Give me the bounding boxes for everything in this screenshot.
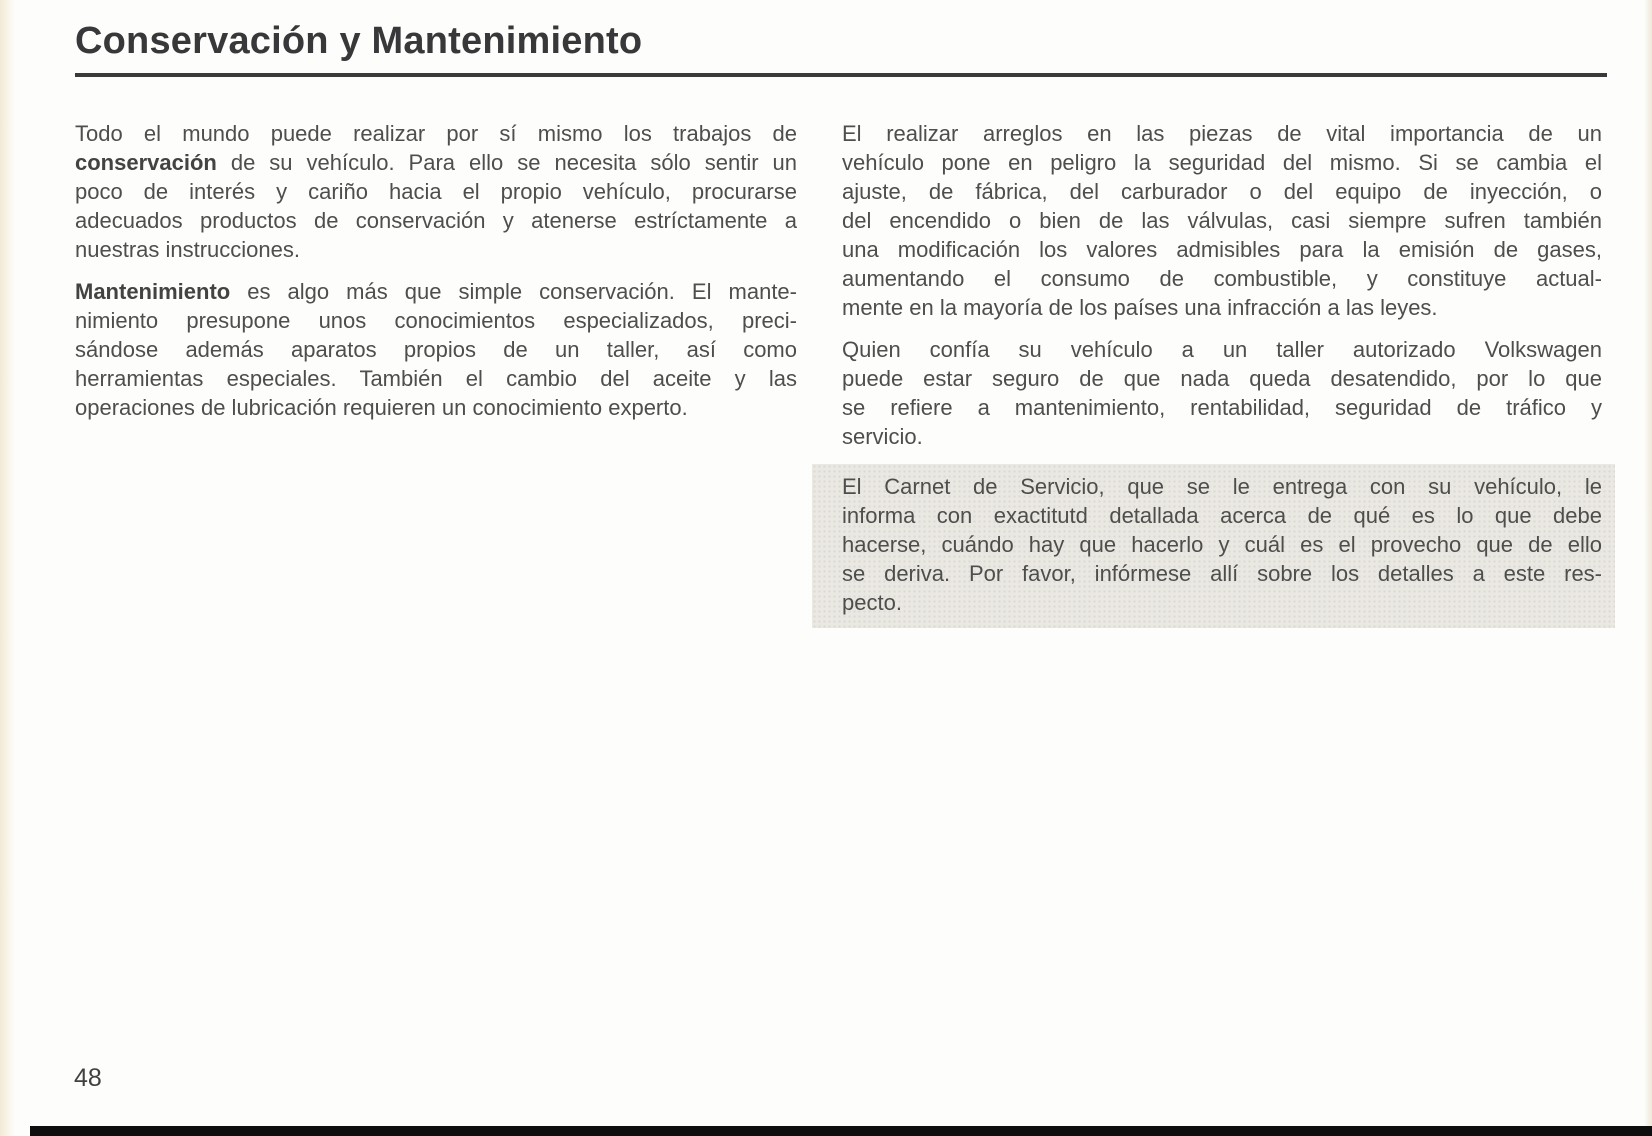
text-line: del encendido o bien de las válvulas, casi siempre sufren también xyxy=(842,208,1602,233)
page-title: Conservación y Mantenimiento xyxy=(75,20,643,62)
text-line: una modificación los valores admisibles para la emisión de gases, xyxy=(842,237,1602,262)
text-line: nimiento presupone unos conocimientos especializados, preci- xyxy=(75,308,797,333)
text-line: ajuste, de fábrica, del carburador o del equipo de inyección, o xyxy=(842,179,1602,204)
text-line: adecuados productos de conservación y atenerse estríctamente a xyxy=(75,208,797,233)
text-line: aumentando el consumo de combustible, y constituye actual- xyxy=(842,266,1602,291)
text-line: El realizar arreglos en las piezas de vital importancia de un xyxy=(842,121,1602,146)
left-text-column xyxy=(75,119,797,435)
text-line: operaciones de lubricación requieren un conocimiento experto. xyxy=(75,395,688,420)
text-line: Mantenimiento es algo más que simple conservación. El mante- xyxy=(75,279,797,304)
paragraph xyxy=(842,119,1602,322)
highlighted-paragraph xyxy=(812,464,1615,628)
title-rule xyxy=(75,73,1607,77)
text-line: Todo el mundo puede realizar por sí mismo los trabajos de xyxy=(75,121,797,146)
text-line: pecto. xyxy=(842,590,902,615)
paragraph xyxy=(75,119,797,264)
page-edge-left xyxy=(0,0,15,1136)
text-line: poco de interés y cariño hacia el propio vehículo, procurarse xyxy=(75,179,797,204)
text-line: se deriva. Por favor, infórmese allí sobre los detalles a este res- xyxy=(842,561,1602,586)
text-line: servicio. xyxy=(842,424,923,449)
text-line: puede estar seguro de que nada queda desatendido, por lo que xyxy=(842,366,1602,391)
text-line: hacerse, cuándo hay que hacerlo y cuál es el provecho que de ello xyxy=(842,532,1602,557)
text-line: nuestras instrucciones. xyxy=(75,237,300,262)
text-line: herramientas especiales. También el cambio del aceite y las xyxy=(75,366,797,391)
text-line: informa con exactitutd detallada acerca de qué es lo que debe xyxy=(842,503,1602,528)
text-line: El Carnet de Servicio, que se le entrega con su vehículo, le xyxy=(842,474,1602,499)
text-line: mente en la mayoría de los países una infracción a las leyes. xyxy=(842,295,1438,320)
text-line: se refiere a mantenimiento, rentabilidad, seguridad de tráfico y xyxy=(842,395,1602,420)
paragraph xyxy=(842,335,1602,451)
paragraph xyxy=(75,277,797,422)
text-line: vehículo pone en peligro la seguridad del mismo. Si se cambia el xyxy=(842,150,1602,175)
page-edge-right xyxy=(1644,0,1652,1136)
page-number: 48 xyxy=(74,1064,102,1092)
right-text-column xyxy=(842,119,1602,641)
text-line: conservación de su vehículo. Para ello se necesita sólo sentir un xyxy=(75,150,797,175)
text-line: Quien confía su vehículo a un taller autorizado Volkswagen xyxy=(842,337,1602,362)
scan-bottom-bar xyxy=(30,1126,1652,1136)
text-line: sándose además aparatos propios de un taller, así como xyxy=(75,337,797,362)
